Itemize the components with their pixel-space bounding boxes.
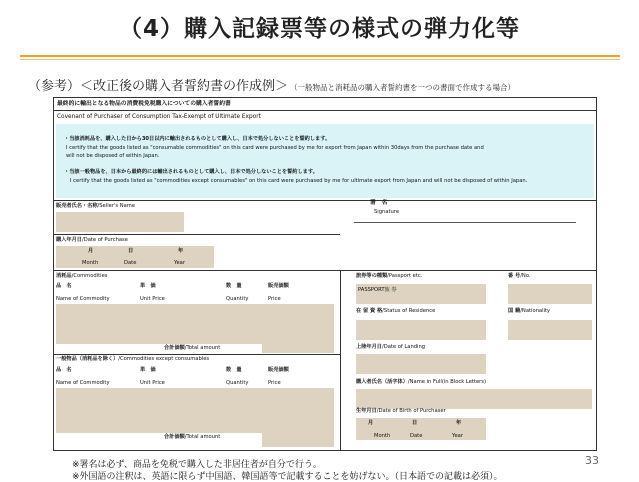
slide-subtitle — [28, 75, 515, 94]
footnote-language: ※外国語の注釈は、英語に限らず中国語、韓国語等で記載することを妨げない。（日本語での記載は必須）。 — [72, 472, 503, 482]
birth-day-en: Date — [410, 433, 423, 439]
birth-day-jp: 日 — [412, 420, 418, 426]
pledge-consumables-en-2: will not be disposed of within Japan. — [66, 153, 160, 159]
consumables-col-sale-jp: 販売価額 — [268, 283, 289, 289]
pledge-consumables-jp: ・当該消耗品を、購入した日から30日以内に輸出されるものとして購入し、日本で処分しないことを誓約します。 — [64, 136, 331, 142]
passport-type-value: PASSPORT旅 券 — [358, 287, 397, 293]
general-col-sale-en: Price — [268, 380, 281, 386]
body-divider — [54, 270, 596, 271]
purchase-day-jp: 日 — [128, 248, 134, 254]
pledge-divider — [54, 200, 596, 201]
consumables-total-label: 合計価額/Total amount — [164, 345, 221, 351]
purchase-day-en: Date — [124, 260, 137, 266]
purchase-month-jp: 月 — [88, 248, 94, 254]
residence-status-field[interactable] — [356, 320, 486, 340]
pledge-general-en: I certify that the goods listed as "commodities except consumables" on this card were purchased by me for ultimate export from Japan and will not be disposed of within Japan. — [70, 178, 528, 184]
passport-type-label: 旅券等の種類/Passport etc. — [356, 273, 423, 279]
date-divider — [54, 234, 340, 235]
purchaser-covenant-form — [53, 97, 597, 451]
general-col-qty-jp: 数 量 — [226, 367, 242, 373]
birth-month-jp: 月 — [368, 420, 374, 426]
passport-number-label: 番 号/No. — [508, 273, 531, 279]
title-divider-thin — [20, 59, 620, 60]
general-col-name-en: Name of Commodity — [56, 380, 110, 386]
residence-status-label: 在 留 資 格/Status of Residence — [356, 308, 436, 314]
general-total-label: 合計価額/Total amount — [164, 434, 221, 440]
title-divider — [20, 55, 620, 57]
birth-year-jp: 年 — [456, 420, 462, 426]
consumables-total-field[interactable] — [262, 344, 334, 353]
column-divider — [340, 270, 341, 451]
subtitle-note: （一般物品と消耗品の購入者誓約書を一つの書面で作成する場合） — [290, 83, 516, 92]
signature-label-jp: 署 名 — [370, 200, 388, 206]
purchase-month-en: Month — [82, 260, 99, 266]
form-heading-jp: 最終的に輸出となる物品の消費税免税購入についての購入者誓約書 — [57, 101, 231, 107]
signature-label-en: Signature — [374, 209, 400, 215]
consumables-items-field[interactable] — [56, 304, 334, 344]
purchase-year-en: Year — [174, 260, 185, 266]
birth-date-label: 生年月日/Date of Birth of Purchaser — [356, 408, 446, 414]
general-items-field[interactable] — [56, 388, 334, 433]
consumables-col-qty-jp: 数 量 — [226, 283, 242, 289]
subtitle-text: （参考）＜改正後の購入者誓約書の作成例＞ — [28, 79, 289, 94]
general-col-price-en: Unit Price — [140, 380, 165, 386]
footnote-signature: ※署名は必ず、商品を免税で購入した非居住者が自分で行う。 — [72, 460, 322, 470]
page-number: 33 — [585, 454, 599, 467]
form-heading-divider — [54, 110, 596, 111]
seller-field[interactable] — [56, 212, 184, 232]
pledge-general-jp: ・当該一般物品を、日本から最終的には輸出されるものとして購入し、日本で処分しないことを誓約します。 — [64, 169, 318, 175]
landing-date-label: 上陸年月日/Date of Landing — [356, 344, 426, 350]
birth-month-en: Month — [374, 433, 391, 439]
nationality-label: 国 籍/Nationality — [508, 308, 551, 314]
general-col-sale-jp: 販売価額 — [268, 367, 289, 373]
signature-line[interactable] — [354, 222, 576, 223]
consumables-col-name-en: Name of Commodity — [56, 296, 110, 302]
consumables-col-name-jp: 品 名 — [56, 283, 72, 289]
purchase-year-jp: 年 — [178, 248, 184, 254]
passport-number-field[interactable] — [508, 284, 592, 304]
general-col-name-jp: 品 名 — [56, 367, 72, 373]
general-goods-label: 一般物品（消耗品を除く）/Commodities except consumables — [56, 356, 210, 362]
consumables-col-qty-en: Quantity — [226, 296, 249, 302]
landing-date-field[interactable] — [356, 354, 486, 374]
nationality-field[interactable] — [508, 320, 592, 340]
general-col-qty-en: Quantity — [226, 380, 249, 386]
slide-title: （4）購入記録票等の様式の弾力化等 — [118, 16, 520, 42]
seller-label: 販売者氏名・名称/Seller's Name — [56, 203, 136, 209]
birth-year-en: Year — [452, 433, 463, 439]
pledge-consumables-en-1: I certify that the goods listed as "consumable commodities" on this card were purchased by me for export from Japan within 30days from the purchase date and — [66, 145, 484, 151]
purchase-date-label: 購入年月日/Date of Purchase — [56, 237, 128, 243]
consumables-label: 消耗品/Commodities — [56, 273, 108, 279]
purchaser-name-field[interactable] — [356, 389, 592, 409]
purchaser-name-label: 購入者氏名（活字体）/Name in Full(in Block Letters) — [356, 379, 487, 385]
consumables-col-sale-en: Price — [268, 296, 281, 302]
consumables-col-price-en: Unit Price — [140, 296, 165, 302]
general-col-price-jp: 単 価 — [140, 367, 156, 373]
form-heading-en: Covenant of Purchaser of Consumption Tax-Exempt of Ultimate Export — [57, 114, 261, 120]
goods-divider — [54, 354, 340, 355]
consumables-col-price-jp: 単 価 — [140, 283, 156, 289]
general-total-field[interactable] — [262, 433, 334, 447]
